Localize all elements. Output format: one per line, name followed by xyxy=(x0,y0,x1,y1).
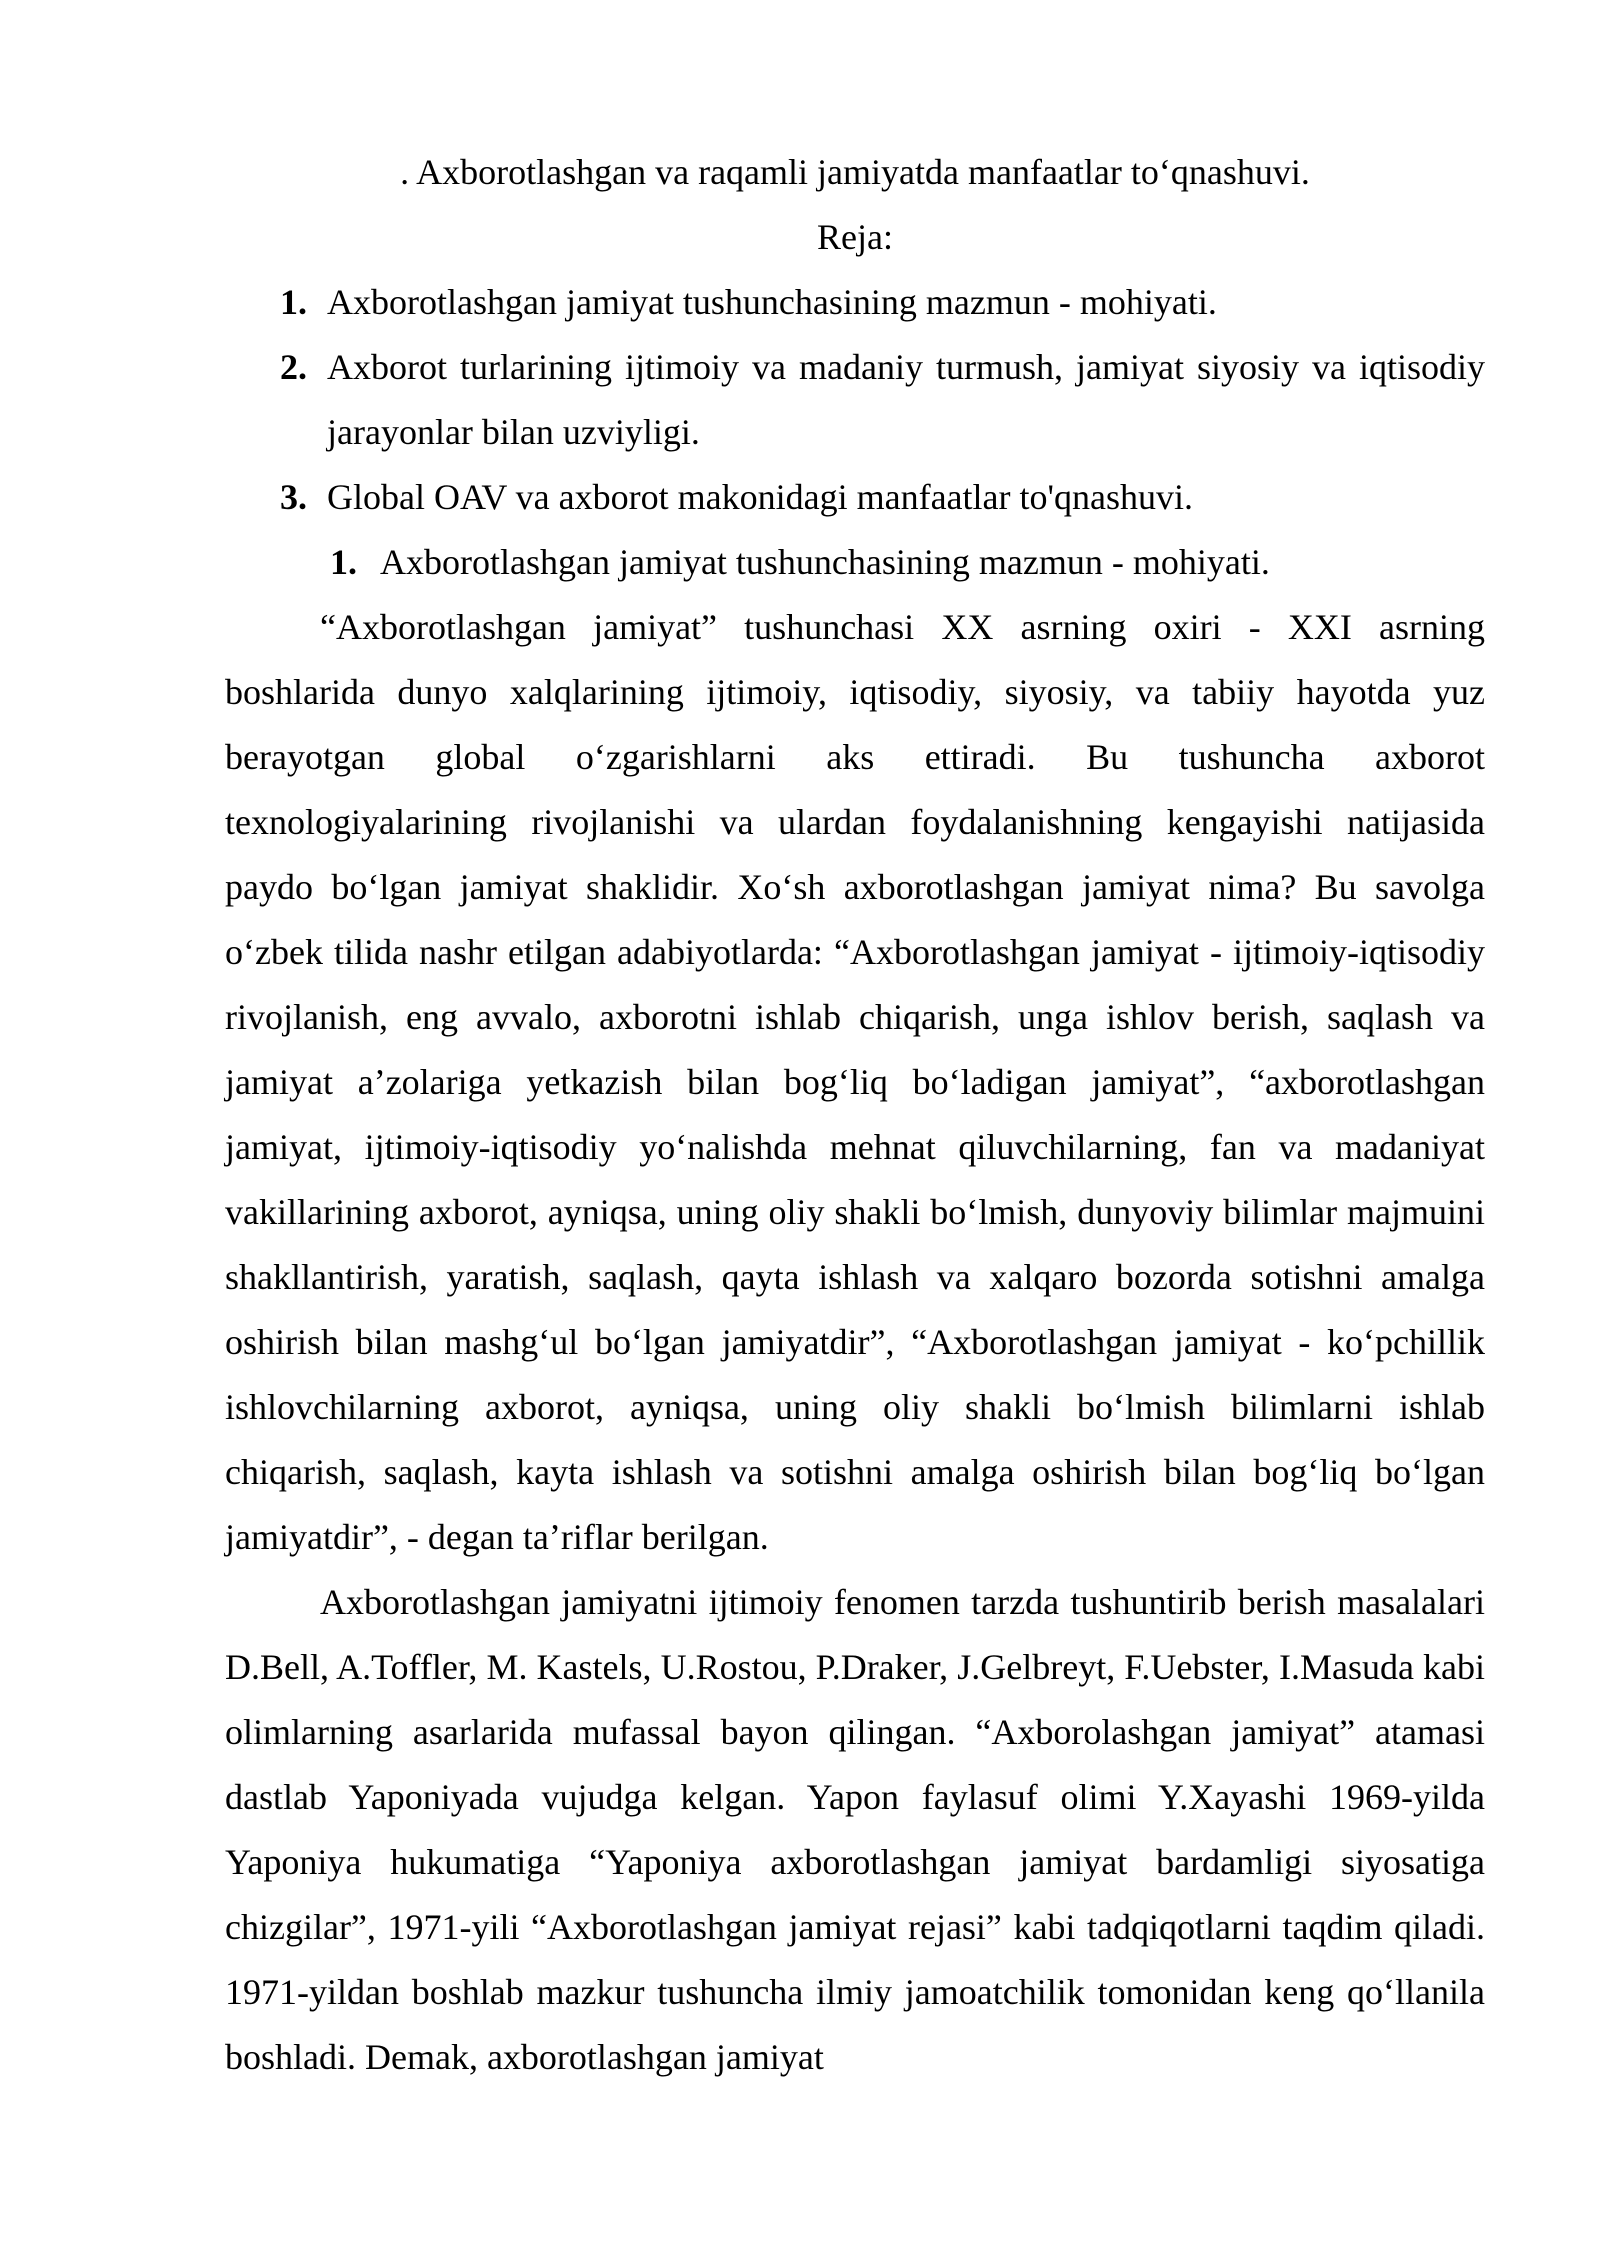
plan-item-1-number: 1. xyxy=(280,282,307,322)
document-title: . Axborotlashgan va raqamli jamiyatda manfaatlar toʻqnashuvi. xyxy=(400,152,1310,192)
body-paragraph-2: Axborotlashgan jamiyatni ijtimoiy fenomen tarzda tushuntirib berish masalalari D.Bell, A.Toffler, M. Kastels, U.Rostou, P.Draker, J.Gelbreyt, F.Uebster, I.Masuda kabi olimlarning asarlarida mufassal bayon qilingan. “Axborolashgan jamiyat” atamasi dastlab Yaponiyada vujudga kelgan. Yapon faylasuf olimi Y.Xayashi 1969-yilda Yaponiya hukumatiga “Yaponiya axborotlashgan jamiyat bardamligi siyosatiga chizgilar”, 1971-yili “Axborotlashgan jamiyat rejasi” kabi tadqiqotlarni taqdim qiladi. 1971-yildan boshlab mazkur tushuncha ilmiy jamoatchilik tomonidan keng qoʻllanila boshladi. Demak, axborotlashgan jamiyat xyxy=(225,1582,1485,2077)
plan-item-3-number: 3. xyxy=(280,477,307,517)
plan-item-2-text: Axborot turlarining ijtimoiy va madaniy turmush, jamiyat siyosiy va iqtisodiy jarayonlar bilan uzviyligi. xyxy=(327,347,1485,452)
plan-item-3-text: Global OAV va axborot makonidagi manfaatlar to'qnashuvi. xyxy=(327,477,1193,517)
body-paragraph-1: “Axborotlashgan jamiyat” tushunchasi XX asrning oxiri - XXI asrning boshlarida dunyo xalqlarining ijtimoiy, iqtisodiy, siyosiy, va tabiiy hayotda yuz berayotgan global oʻzgarishlarni aks ettiradi. Bu tushuncha axborot texnologiyalarining rivojlanishi va ulardan foydalanishning kengayishi natijasida paydo boʻlgan jamiyat shaklidir. Xoʻsh axborotlashgan jamiyat nima? Bu savolga oʻzbek tilida nashr etilgan adabiyotlarda: “Axborotlashgan jamiyat - ijtimoiy-iqtisodiy rivojlanish, eng avvalo, axborotni ishlab chiqarish, unga ishlov berish, saqlash va jamiyat aʼzolariga yetkazish bilan bogʻliq boʻladigan jamiyat”, “axborotlashgan jamiyat, ijtimoiy-iqtisodiy yoʻnalishda mehnat qiluvchilarning, fan va madaniyat vakillarining axborot, ayniqsa, uning oliy shakli boʻlmish, dunyoviy bilimlar majmuini shakllantirish, yaratish, saqlash, qayta ishlash va xalqaro bozorda sotishni amalga oshirish bilan mashgʻul boʻlgan jamiyatdir”, “Axborotlashgan jamiyat - koʻpchillik ishlovchilarning axborot, ayniqsa, uning oliy shakli boʻlmish bilimlarni ishlab chiqarish, saqlash, kayta ishlash va sotishni amalga oshirish bilan bogʻliq boʻlgan jamiyatdir”, - degan taʼriflar berilgan. xyxy=(225,607,1485,1557)
section-heading-text: Axborotlashgan jamiyat tushunchasining mazmun - mohiyati. xyxy=(380,542,1270,582)
plan-item-2-number: 2. xyxy=(280,347,307,387)
section-heading xyxy=(225,530,1485,595)
section-heading-number: 1. xyxy=(330,542,357,582)
plan-item-3 xyxy=(225,465,1485,530)
plan-item-1 xyxy=(225,270,1485,335)
plan-heading: Reja: xyxy=(817,217,893,257)
plan-item-1-text: Axborotlashgan jamiyat tushunchasining mazmun - mohiyati. xyxy=(327,282,1217,322)
plan-item-2 xyxy=(225,335,1485,465)
